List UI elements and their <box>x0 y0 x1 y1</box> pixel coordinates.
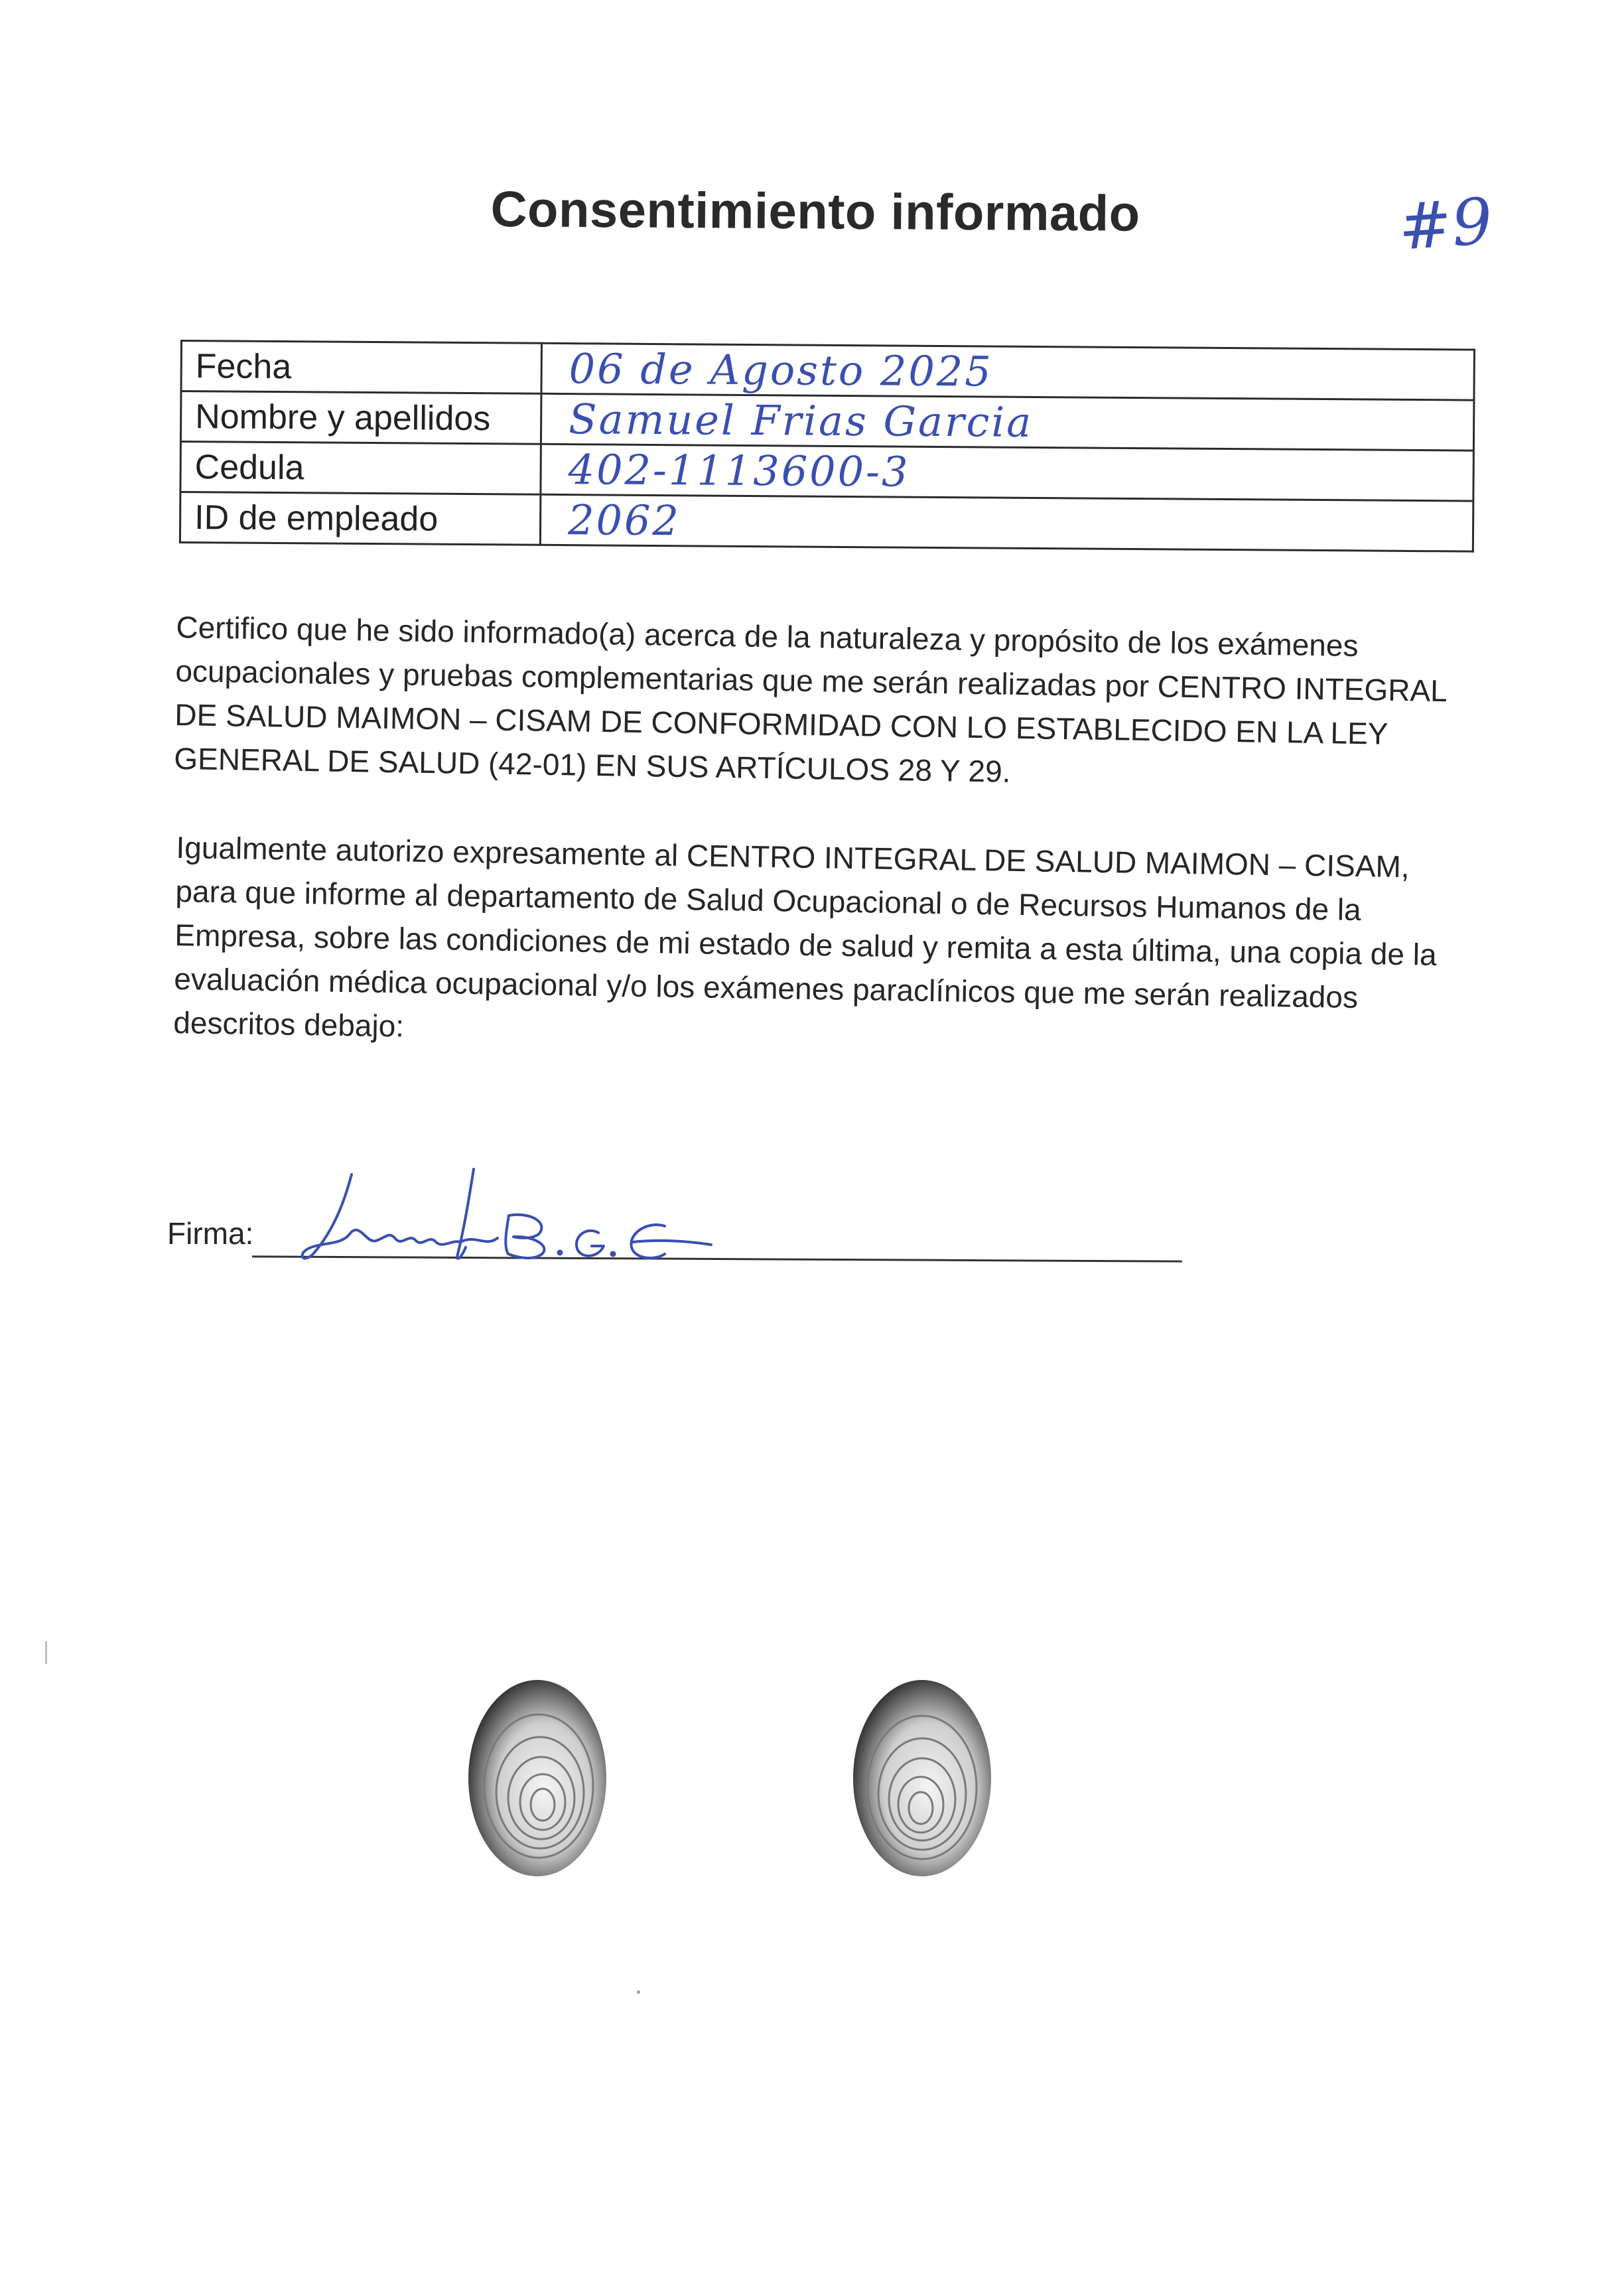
signature-section <box>167 1181 1189 1287</box>
signature-label: Firma: <box>167 1216 254 1251</box>
row-value-fecha: 06 de Agosto 2025 <box>541 343 1474 400</box>
handwritten-page-number: #9 <box>1396 184 1495 265</box>
row-label-nombre: Nombre y apellidos <box>180 391 541 445</box>
table-row <box>180 391 1473 451</box>
row-value-id-empleado: 2062 <box>540 494 1473 551</box>
signature-mark <box>287 1154 764 1287</box>
info-table <box>179 340 1475 553</box>
fingerprint-icon <box>843 1672 1002 1884</box>
scan-artifact <box>45 1641 47 1664</box>
row-label-fecha: Fecha <box>181 341 542 394</box>
table-row <box>180 492 1473 552</box>
table-row <box>180 442 1473 502</box>
table-row <box>181 341 1474 401</box>
row-label-id-empleado: ID de empleado <box>180 492 541 545</box>
fingerprint-icon <box>458 1672 617 1884</box>
scan-artifact <box>637 1990 640 1994</box>
row-value-cedula: 402-1113600-3 <box>541 444 1473 501</box>
row-value-nombre: Samuel Frias Garcia <box>541 393 1473 451</box>
page-title: Consentimiento informado <box>490 180 1140 242</box>
consent-paragraph-2: Igualmente autorizo expresamente al CENTRO INTEGRAL DE SALUD MAIMON – CISAM, para que informe al departamento de Salud Ocupacional o de Recursos Humanos de la Empresa, sobre las condiciones de mi estado de salud y remita a esta última, una copia de la evaluación médica ocupacional y/o los exámenes paraclínicos que me serán realizados descritos debajo: <box>172 829 1437 1044</box>
row-label-cedula: Cedula <box>180 442 541 495</box>
consent-paragraph-1: Certifico que he sido informado(a) acerca de la naturaleza y propósito de los exámenes ocupacionales y pruebas complementarias que me serán realizadas por CENTRO INTEGRAL DE SALUD MAIMON – CISAM DE CONFORMIDAD CON LO ESTABLECIDO EN LA LEY GENERAL DE SALUD (42-01) EN SUS ARTÍCULOS 28 Y 29. <box>173 609 1447 789</box>
